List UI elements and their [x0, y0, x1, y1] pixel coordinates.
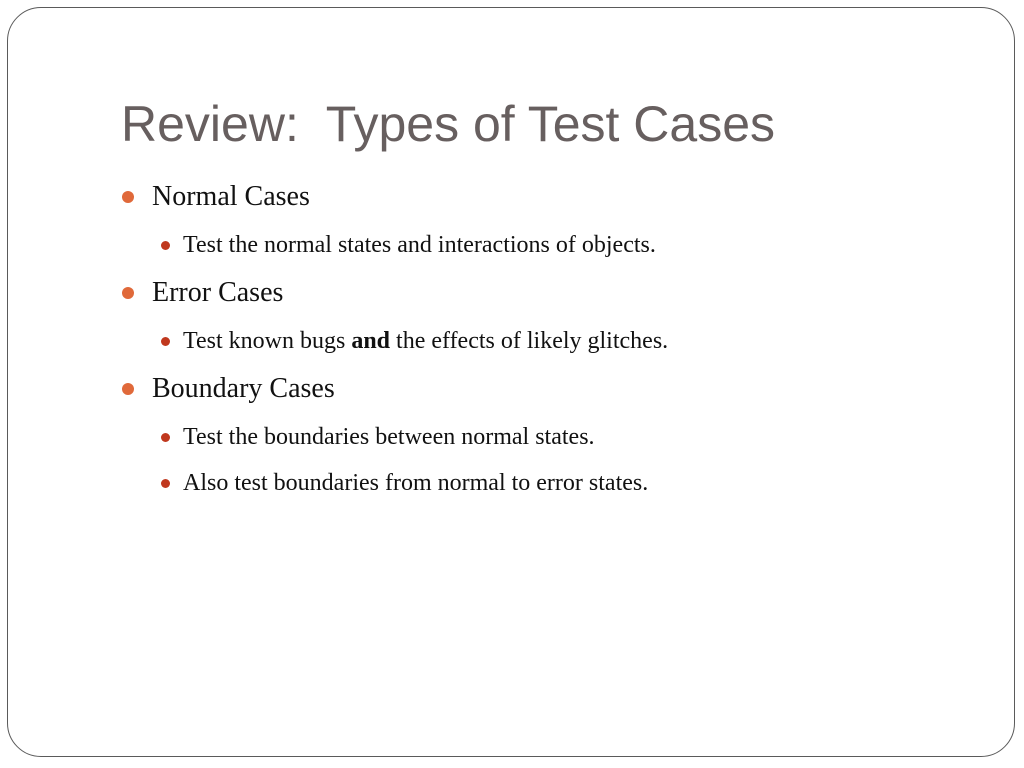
sub-bullet-dot-icon [161, 479, 170, 488]
bullet-label: Normal Cases [152, 181, 310, 212]
bullet-dot-icon [122, 287, 134, 299]
sub-bullet-label: Also test boundaries from normal to error states. [183, 470, 649, 496]
slide-frame [7, 7, 1015, 757]
bullet-list [121, 178, 668, 512]
sub-bullet-dot-icon [161, 433, 170, 442]
sub-bullet-label: Test the normal states and interactions of objects. [183, 232, 656, 258]
sub-bullet-text-before: Test known bugs [183, 328, 352, 354]
sub-bullet-item [152, 228, 668, 262]
sub-bullet-dot-icon [161, 241, 170, 250]
bullet-dot-icon [122, 383, 134, 395]
sub-bullet-list [152, 420, 668, 500]
bullet-normal-cases [121, 178, 668, 262]
bullet-boundary-cases [121, 370, 668, 500]
sub-bullet-dot-icon [161, 337, 170, 346]
sub-bullet-item [152, 324, 668, 358]
sub-bullet-item [152, 466, 668, 500]
sub-bullet-list [152, 228, 668, 262]
sub-bullet-list [152, 324, 668, 358]
bullet-label: Error Cases [152, 277, 284, 308]
sub-bullet-text-after: the effects of likely glitches. [390, 328, 669, 354]
sub-bullet-bold-word: and [351, 328, 391, 354]
bullet-error-cases [121, 274, 668, 358]
sub-bullet-label: Test the boundaries between normal states. [183, 424, 595, 450]
slide-title: Review: Types of Test Cases [121, 96, 776, 152]
sub-bullet-item [152, 420, 668, 454]
bullet-dot-icon [122, 191, 134, 203]
bullet-label: Boundary Cases [152, 373, 335, 404]
